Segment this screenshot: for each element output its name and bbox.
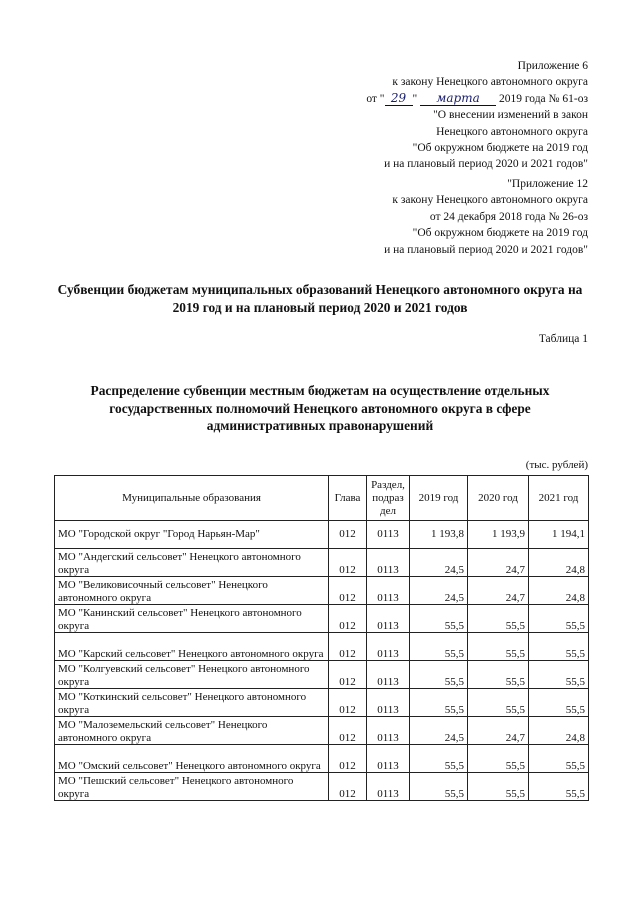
table-row	[55, 717, 589, 745]
municipality-cell: МО "Омский сельсовет" Ненецкого автономного округа	[55, 745, 329, 773]
value-2021-cell: 55,5	[529, 689, 589, 717]
section-cell: 0113	[367, 549, 410, 577]
value-2019-cell: 55,5	[410, 605, 468, 633]
appendix-number: "Приложение 12	[507, 178, 588, 190]
handwritten-month: марта	[420, 92, 496, 106]
law-title-line: "Об окружном бюджете на 2019 год	[412, 142, 588, 155]
value-2019-cell: 24,5	[410, 717, 468, 745]
header-section: Раздел, подраз дел	[367, 476, 410, 521]
value-2020-cell: 55,5	[468, 689, 529, 717]
value-2019-cell: 55,5	[410, 661, 468, 689]
chapter-cell: 012	[329, 689, 367, 717]
municipality-cell: МО "Андегский сельсовет" Ненецкого автономного округа	[55, 549, 329, 577]
law-date-line: от 24 декабря 2018 года № 26-оз	[429, 210, 588, 223]
value-2021-cell: 24,8	[529, 577, 589, 605]
law-title-line: "Об окружном бюджете на 2019 год	[412, 227, 588, 240]
value-2020-cell: 24,7	[468, 577, 529, 605]
table-row	[55, 633, 589, 661]
value-2019-cell: 55,5	[410, 773, 468, 801]
section-cell: 0113	[367, 661, 410, 689]
table-row	[55, 521, 589, 549]
header-chapter: Глава	[329, 476, 367, 521]
chapter-cell: 012	[329, 717, 367, 745]
law-title-line: Ненецкого автономного округа	[436, 125, 588, 138]
value-2019-cell: 55,5	[410, 745, 468, 773]
header-municipality: Муниципальные образования	[55, 476, 329, 521]
table-row	[55, 745, 589, 773]
table-row	[55, 689, 589, 717]
municipality-cell: МО "Коткинский сельсовет" Ненецкого автономного округа	[55, 689, 329, 717]
section-cell: 0113	[367, 773, 410, 801]
law-title-line: и на плановый период 2020 и 2021 годов"	[384, 158, 588, 171]
value-2021-cell: 55,5	[529, 773, 589, 801]
value-2020-cell: 55,5	[468, 773, 529, 801]
chapter-cell: 012	[329, 605, 367, 633]
value-2021-cell: 24,8	[529, 717, 589, 745]
law-date-line: от " 29 " марта 2019 года № 61-оз	[366, 90, 588, 105]
subvention-table	[54, 475, 589, 801]
table-header-row	[55, 476, 589, 521]
section-cell: 0113	[367, 745, 410, 773]
chapter-cell: 012	[329, 521, 367, 549]
value-2020-cell: 24,7	[468, 549, 529, 577]
header-2019: 2019 год	[410, 476, 468, 521]
appendix-header	[366, 58, 588, 173]
table-number: Таблица 1	[538, 333, 588, 345]
section-cell: 0113	[367, 605, 410, 633]
law-reference: к закону Ненецкого автономного округа	[392, 194, 588, 207]
value-2019-cell: 55,5	[410, 689, 468, 717]
header-2020: 2020 год	[468, 476, 529, 521]
table-row	[55, 661, 589, 689]
value-2020-cell: 55,5	[468, 745, 529, 773]
value-2019-cell: 55,5	[410, 633, 468, 661]
header-2021: 2021 год	[529, 476, 589, 521]
value-2021-cell: 55,5	[529, 745, 589, 773]
chapter-cell: 012	[329, 661, 367, 689]
table-title: Распределение субвенции местным бюджетам на осуществление отдельных государственных полномочий Ненецкого автономного округа в сфере административных правонарушений	[90, 383, 550, 434]
value-2021-cell: 55,5	[529, 605, 589, 633]
chapter-cell: 012	[329, 773, 367, 801]
law-title-line: и на плановый период 2020 и 2021 годов"	[384, 243, 588, 256]
value-2021-cell: 24,8	[529, 549, 589, 577]
chapter-cell: 012	[329, 633, 367, 661]
value-2019-cell: 24,5	[410, 549, 468, 577]
original-appendix-header	[384, 176, 588, 258]
value-2019-cell: 24,5	[410, 577, 468, 605]
section-cell: 0113	[367, 717, 410, 745]
municipality-cell: МО "Колгуевский сельсовет" Ненецкого автономного округа	[55, 661, 329, 689]
value-2021-cell: 55,5	[529, 633, 589, 661]
municipality-cell: МО "Великовисочный сельсовет" Ненецкого автономного округа	[55, 577, 329, 605]
value-2019-cell: 1 193,8	[410, 521, 468, 549]
value-2020-cell: 55,5	[468, 605, 529, 633]
municipality-cell: МО "Канинский сельсовет" Ненецкого автономного округа	[55, 605, 329, 633]
table-row	[55, 549, 589, 577]
law-title-line: "О внесении изменений в закон	[433, 109, 588, 122]
value-2020-cell: 1 193,9	[468, 521, 529, 549]
value-2020-cell: 55,5	[468, 661, 529, 689]
section-cell: 0113	[367, 577, 410, 605]
law-reference: к закону Ненецкого автономного округа	[392, 76, 588, 89]
section-cell: 0113	[367, 633, 410, 661]
value-2021-cell: 1 194,1	[529, 521, 589, 549]
chapter-cell: 012	[329, 549, 367, 577]
section-cell: 0113	[367, 689, 410, 717]
municipality-cell: МО "Малоземельский сельсовет" Ненецкого автономного округа	[55, 717, 329, 745]
chapter-cell: 012	[329, 577, 367, 605]
table-row	[55, 577, 589, 605]
value-2020-cell: 24,7	[468, 717, 529, 745]
municipality-cell: МО "Карский сельсовет" Ненецкого автономного округа	[55, 633, 329, 661]
section-cell: 0113	[367, 521, 410, 549]
document-title: Субвенции бюджетам муниципальных образований Ненецкого автономного округа на 2019 год и на плановый период 2020 и 2021 годов	[57, 282, 583, 315]
appendix-number: Приложение 6	[517, 60, 588, 72]
handwritten-day: 29	[385, 92, 413, 106]
table-row	[55, 773, 589, 801]
units-label: (тыс. рублей)	[525, 459, 588, 471]
table-row	[55, 605, 589, 633]
municipality-cell: МО "Городской округ "Город Нарьян-Мар"	[55, 521, 329, 549]
value-2020-cell: 55,5	[468, 633, 529, 661]
municipality-cell: МО "Пешский сельсовет" Ненецкого автономного округа	[55, 773, 329, 801]
value-2021-cell: 55,5	[529, 661, 589, 689]
chapter-cell: 012	[329, 745, 367, 773]
